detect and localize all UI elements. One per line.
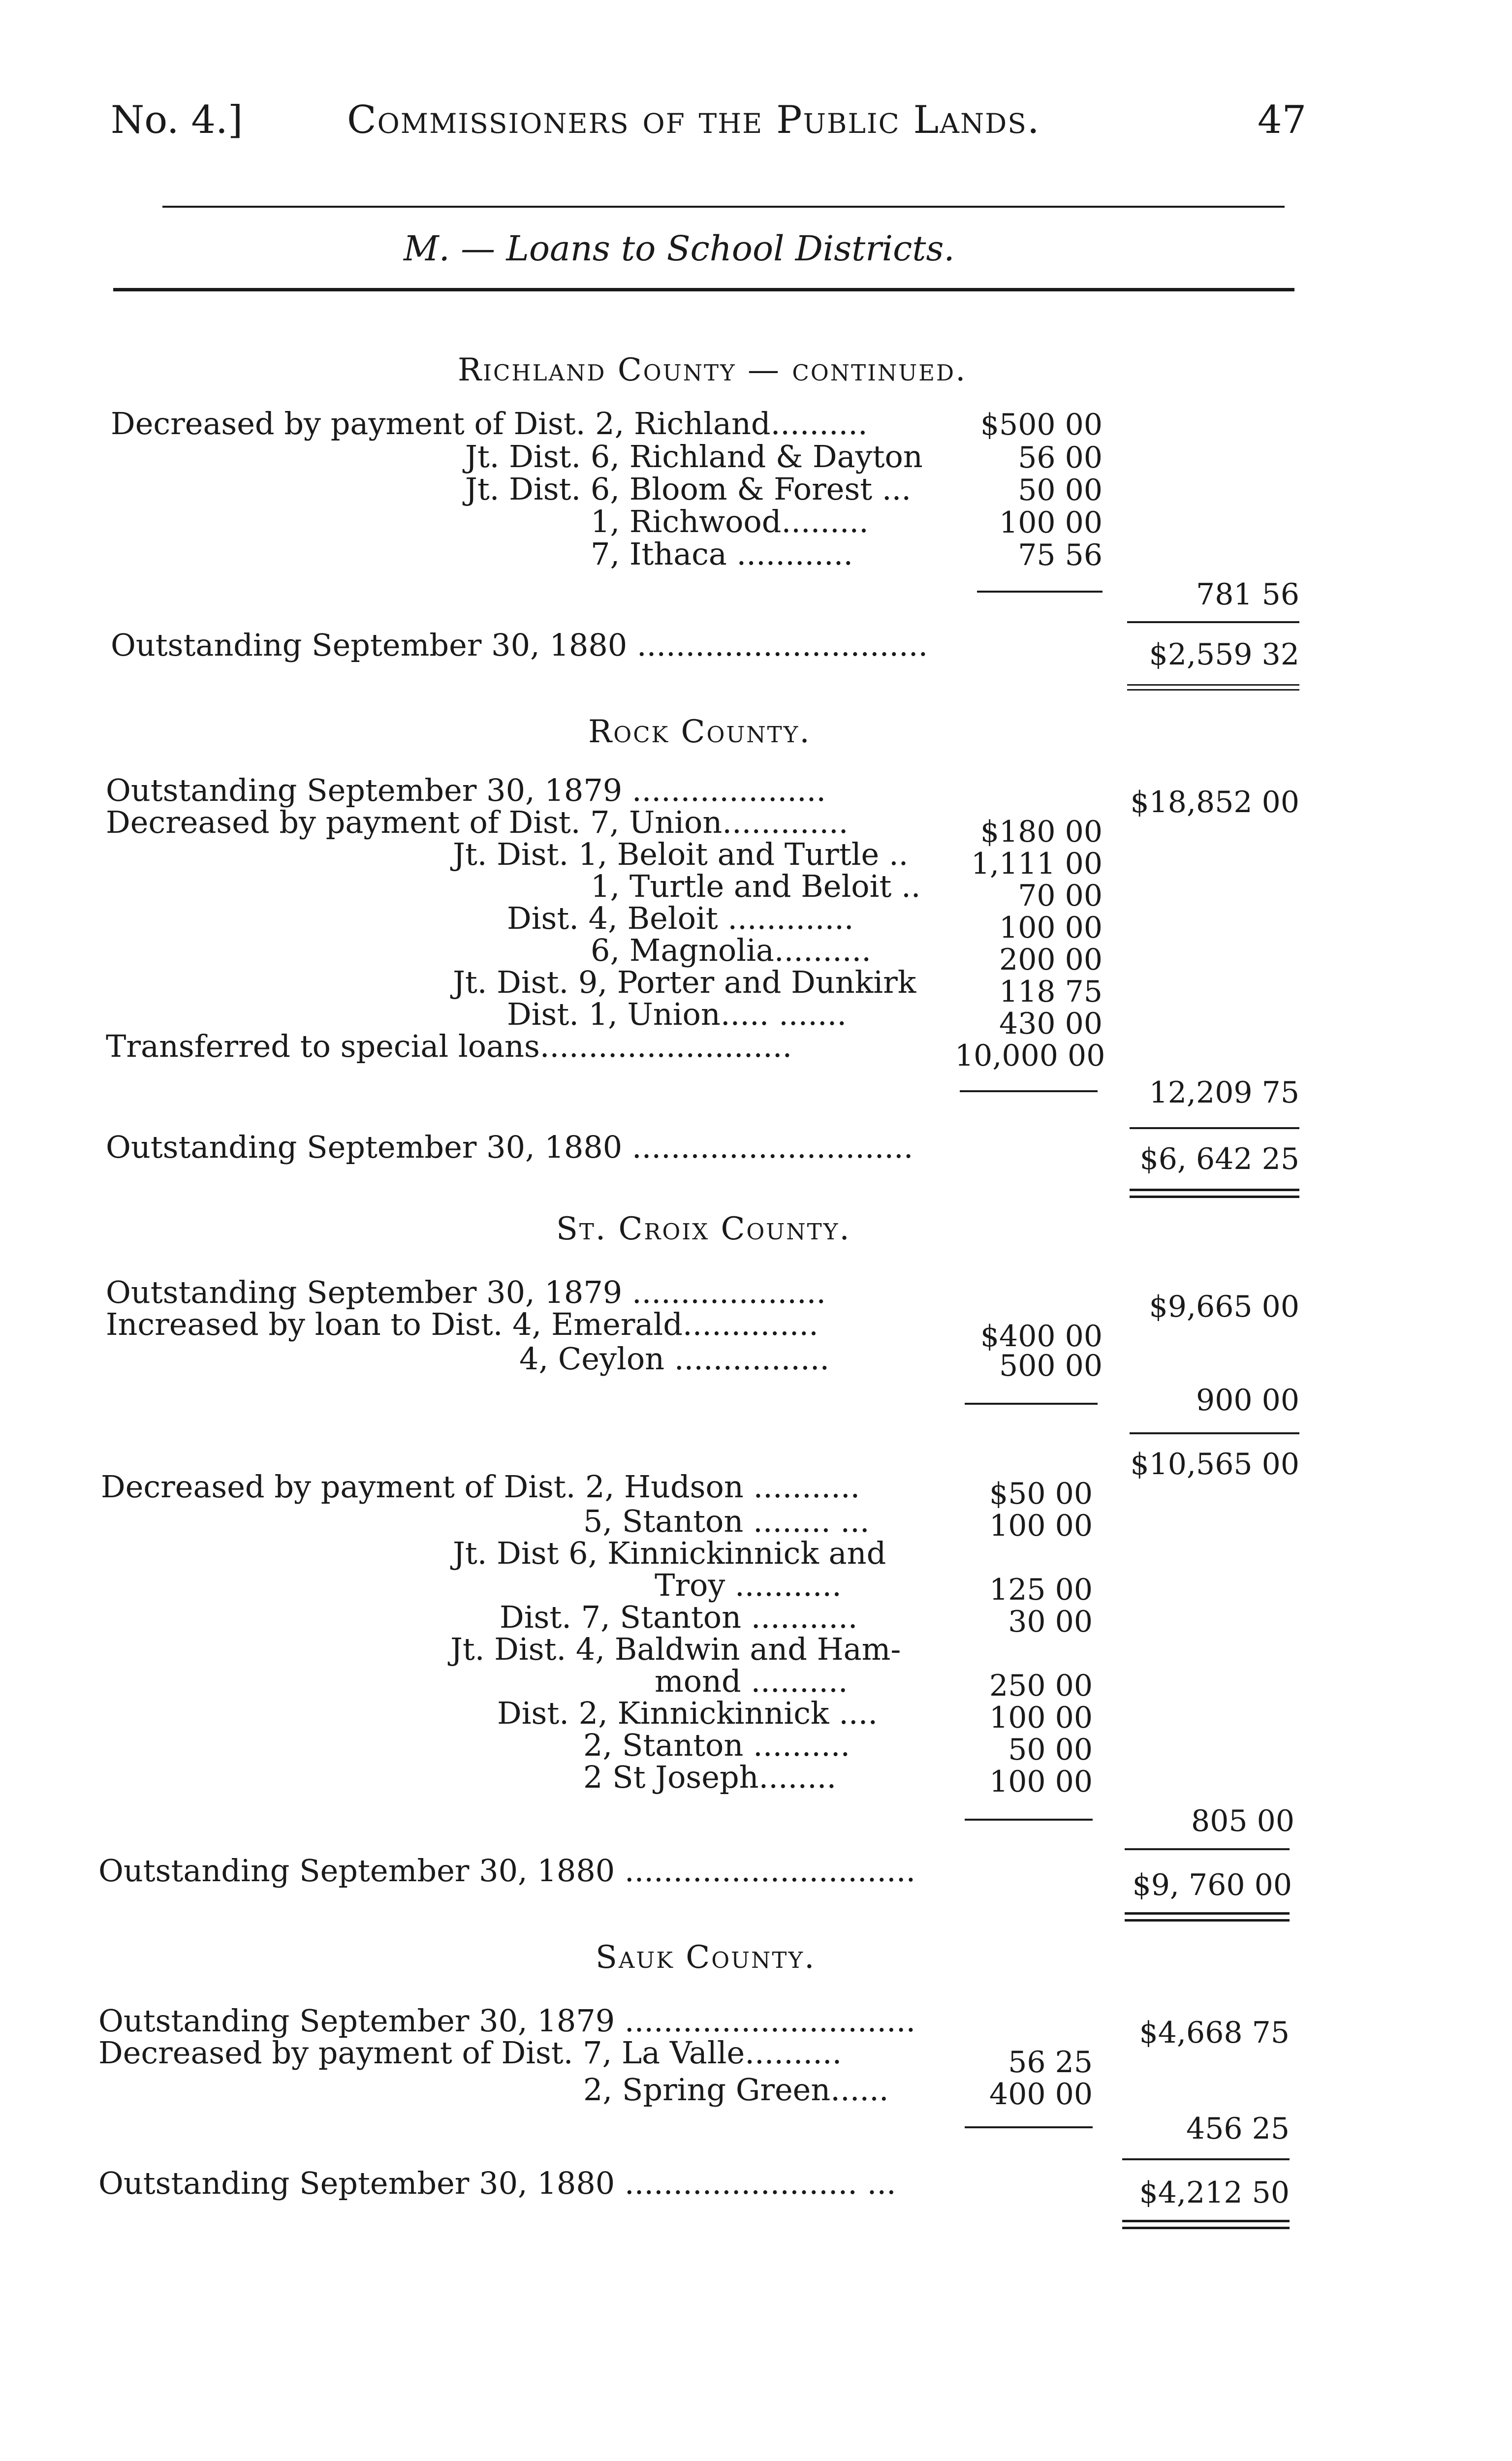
- st-croix-opening-balance: $9,665 00: [1149, 1290, 1299, 1324]
- county-heading-sauk: Sauk County.: [596, 1939, 816, 1976]
- st-croix-line-label: Decreased by payment of Dist. 2, Hudson ...........: [101, 1469, 860, 1505]
- st-croix-line-amount: 30 00: [1008, 1605, 1093, 1639]
- st-croix-outstanding-label: Outstanding September 30, 1880 ..............................: [98, 1853, 916, 1889]
- sauk-opening-balance: $4,668 75: [1139, 2016, 1290, 2050]
- richland-line-amount: 100 00: [999, 505, 1102, 540]
- rock-line-label: 1, Turtle and Beloit ..: [591, 868, 921, 904]
- rock-line-amount: 118 75: [999, 975, 1102, 1009]
- richland-line-label: Decreased by payment of Dist. 2, Richland..........: [111, 406, 868, 442]
- column-rule: [977, 591, 1102, 593]
- st-croix-opening-label: Outstanding September 30, 1879 ....................: [106, 1274, 826, 1310]
- st-croix-line-label: Dist. 2, Kinnickinnick ....: [497, 1695, 878, 1731]
- page-number: 47: [1258, 98, 1307, 142]
- rock-line-amount: 1,111 00: [971, 847, 1102, 881]
- richland-line-amount: $500 00: [980, 408, 1102, 442]
- st-croix-line-label: 2 St Joseph........: [583, 1759, 837, 1795]
- double-rule: [1127, 684, 1299, 691]
- st-croix-line-label: Jt. Dist 6, Kinnickinnick and: [453, 1535, 886, 1571]
- st-croix-line-amount: 50 00: [1008, 1733, 1093, 1767]
- rock-line-amount: 70 00: [1018, 879, 1102, 913]
- st-croix-line-amount: 100 00: [989, 1701, 1093, 1735]
- rock-line-label: Jt. Dist. 1, Beloit and Turtle ..: [453, 836, 909, 872]
- richland-line-label: 7, Ithaca ............: [591, 536, 853, 572]
- rock-line-amount: 10,000 00: [955, 1039, 1105, 1073]
- richland-outstanding-label: Outstanding September 30, 1880 ..............................: [111, 627, 928, 663]
- st-croix-increase-subtotal: 900 00: [1196, 1383, 1299, 1418]
- sauk-opening-label: Outstanding September 30, 1879 ..............................: [98, 2003, 916, 2039]
- richland-line-label: Jt. Dist. 6, Bloom & Forest ...: [465, 471, 912, 507]
- total-rule: [1125, 1848, 1290, 1850]
- sauk-line-amount: 400 00: [989, 2077, 1093, 2112]
- richland-subtotal: 781 56: [1196, 577, 1299, 612]
- rock-line-label: Transferred to special loans..........................: [106, 1028, 792, 1064]
- richland-line-label: Jt. Dist. 6, Richland & Dayton: [465, 439, 923, 474]
- header-title: Commissioners of the Public Lands.: [347, 98, 1040, 142]
- double-rule: [1122, 2220, 1290, 2229]
- st-croix-line-label: 2, Stanton ..........: [583, 1727, 850, 1763]
- total-rule: [1130, 1432, 1299, 1434]
- county-heading-rock: Rock County.: [588, 714, 811, 750]
- rock-line-label: Decreased by payment of Dist. 7, Union.............: [106, 804, 849, 840]
- st-croix-line-amount: 250 00: [989, 1669, 1093, 1703]
- county-heading-richland: Richland County — continued.: [458, 352, 967, 388]
- st-croix-line-label: Dist. 7, Stanton ...........: [500, 1599, 858, 1635]
- header-rule: [162, 206, 1285, 208]
- st-croix-increase-amount: $400 00: [980, 1319, 1102, 1354]
- double-rule: [1130, 1189, 1299, 1198]
- st-croix-line-amount: 100 00: [989, 1509, 1093, 1543]
- column-rule: [965, 1403, 1098, 1405]
- richland-line-amount: 75 56: [1018, 538, 1102, 572]
- rock-line-amount: $180 00: [980, 815, 1102, 849]
- richland-outstanding-total: $2,559 32: [1149, 637, 1299, 672]
- st-croix-line-label: Jt. Dist. 4, Baldwin and Ham-: [450, 1631, 901, 1667]
- rock-line-label: 6, Magnolia..........: [591, 932, 871, 968]
- column-rule: [965, 2126, 1093, 2128]
- rock-outstanding-label: Outstanding September 30, 1880 .............................: [106, 1129, 914, 1165]
- st-croix-outstanding-total: $9, 760 00: [1132, 1868, 1292, 1902]
- st-croix-line-amount: $50 00: [989, 1477, 1093, 1511]
- title-rule: [113, 288, 1294, 291]
- richland-line-amount: 50 00: [1018, 473, 1102, 507]
- column-rule: [960, 1090, 1098, 1092]
- rock-outstanding-total: $6, 642 25: [1139, 1142, 1299, 1176]
- total-rule: [1127, 621, 1299, 623]
- st-croix-running-total: $10,565 00: [1130, 1447, 1299, 1482]
- column-rule: [965, 1819, 1093, 1821]
- st-croix-line-label: Troy ...........: [655, 1567, 842, 1603]
- richland-line-amount: 56 00: [1018, 441, 1102, 475]
- sauk-outstanding-label: Outstanding September 30, 1880 ........................ ...: [98, 2165, 896, 2201]
- st-croix-line-amount: 100 00: [989, 1765, 1093, 1799]
- sauk-line-amount: 56 25: [1008, 2045, 1093, 2080]
- richland-line-label: 1, Richwood.........: [591, 504, 869, 539]
- rock-opening-label: Outstanding September 30, 1879 ....................: [106, 772, 826, 808]
- rock-line-label: Dist. 4, Beloit .............: [507, 900, 854, 936]
- st-croix-increase-label: 4, Ceylon ................: [519, 1341, 830, 1377]
- rock-line-amount: 100 00: [999, 911, 1102, 945]
- double-rule: [1125, 1912, 1290, 1922]
- sauk-line-label: 2, Spring Green......: [583, 2072, 889, 2108]
- st-croix-line-amount: 125 00: [989, 1573, 1093, 1607]
- sauk-outstanding-total: $4,212 50: [1139, 2176, 1290, 2210]
- rock-line-label: Jt. Dist. 9, Porter and Dunkirk: [453, 964, 916, 1000]
- rock-line-label: Dist. 1, Union..... .......: [507, 996, 847, 1032]
- rock-line-amount: 430 00: [999, 1007, 1102, 1041]
- st-croix-line-label: mond ..........: [655, 1663, 848, 1699]
- total-rule: [1122, 2158, 1290, 2160]
- sauk-line-label: Decreased by payment of Dist. 7, La Valle..........: [98, 2035, 842, 2071]
- sauk-subtotal: 456 25: [1186, 2112, 1290, 2146]
- total-rule: [1130, 1127, 1299, 1129]
- header-section-number: No. 4.]: [111, 98, 243, 142]
- rock-subtotal: 12,209 75: [1149, 1075, 1299, 1110]
- page-title: M. — Loans to School Districts.: [404, 228, 955, 269]
- st-croix-subtotal: 805 00: [1191, 1804, 1294, 1838]
- st-croix-increase-amount: 500 00: [999, 1349, 1102, 1383]
- rock-line-amount: 200 00: [999, 943, 1102, 977]
- st-croix-increase-label: Increased by loan to Dist. 4, Emerald..............: [106, 1306, 819, 1342]
- st-croix-line-label: 5, Stanton ........ ...: [583, 1503, 870, 1539]
- county-heading-st-croix: St. Croix County.: [556, 1211, 851, 1247]
- rock-opening-balance: $18,852 00: [1130, 785, 1299, 820]
